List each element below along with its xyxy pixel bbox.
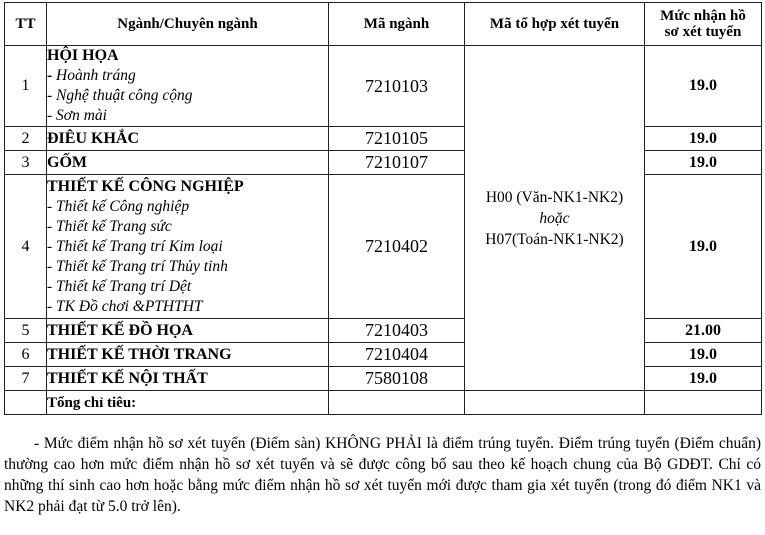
total-combo-empty — [465, 391, 645, 415]
major-name: THIẾT KẾ THỜI TRANG — [47, 345, 232, 363]
row-score: 19.0 — [645, 151, 762, 175]
header-combo: Mã tổ hợp xét tuyển — [465, 3, 645, 46]
table-row — [5, 46, 762, 127]
combo-or: hoặc — [539, 209, 570, 227]
row-code: 7210404 — [329, 343, 465, 367]
header-tt: TT — [5, 3, 47, 46]
major-name: THIẾT KẾ CÔNG NGHIỆP — [47, 177, 244, 195]
row-score: 21.00 — [645, 319, 762, 343]
row-tt: 5 — [5, 319, 47, 343]
table-row — [5, 175, 762, 319]
major-name: HỘI HỌA — [47, 47, 119, 64]
combo-line: H00 (Văn-NK1-NK2) — [485, 188, 624, 206]
specialization: - TK Đồ chơi &PTHTHT — [47, 297, 203, 315]
total-label-cell — [47, 391, 329, 415]
table-row — [5, 151, 762, 175]
row-tt: 1 — [5, 46, 47, 127]
row-code: 7210403 — [329, 319, 465, 343]
row-major — [47, 319, 329, 343]
admission-table — [4, 2, 762, 415]
header-score: Mức nhận hồ sơ xét tuyển — [645, 3, 762, 46]
specialization: - Thiết kế Trang trí Dệt — [47, 277, 192, 295]
major-name: THIẾT KẾ NỘI THẤT — [47, 369, 208, 387]
row-score: 19.0 — [645, 46, 762, 127]
row-score: 19.0 — [645, 127, 762, 151]
table-row — [5, 319, 762, 343]
specialization: - Sơn mài — [47, 107, 107, 124]
row-major — [47, 46, 329, 127]
major-name: THIẾT KẾ ĐỒ HỌA — [47, 321, 193, 339]
header-code: Mã ngành — [329, 3, 465, 46]
row-major — [47, 127, 329, 151]
combo-line: H07(Toán-NK1-NK2) — [485, 230, 624, 248]
row-major — [47, 151, 329, 175]
header-major: Ngành/Chuyên ngành — [47, 3, 329, 46]
row-code: 7210107 — [329, 151, 465, 175]
specialization: - Thiết kế Trang trí Kim loại — [47, 237, 223, 255]
table-row — [5, 343, 762, 367]
row-major — [47, 367, 329, 391]
row-tt: 7 — [5, 367, 47, 391]
row-major — [47, 343, 329, 367]
row-score: 19.0 — [645, 175, 762, 319]
row-code: 7580108 — [329, 367, 465, 391]
row-code: 7210105 — [329, 127, 465, 151]
major-name: GỐM — [47, 153, 87, 171]
row-tt: 2 — [5, 127, 47, 151]
total-row — [5, 391, 762, 415]
total-score-empty — [645, 391, 762, 415]
table-row — [5, 127, 762, 151]
table-header-row — [5, 3, 762, 46]
total-tt-empty — [5, 391, 47, 415]
row-score: 19.0 — [645, 367, 762, 391]
row-tt: 6 — [5, 343, 47, 367]
specialization: - Hoành tráng — [47, 67, 136, 84]
note-paragraph: - Mức điểm nhận hồ sơ xét tuyển (Điểm sàn) KHÔNG PHẢI là điểm trúng tuyển. Điểm trúng tuyển (Điểm chuẩn) thường cao hơn mức điểm nhận hồ sơ xét tuyển và sẽ được công bố sau theo kế hoạch chung của Bộ GDĐT. Chỉ có những thí sinh cao hơn hoặc bằng mức điểm nhận hồ sơ xét tuyển mới được tham gia xét tuyển (trong đó điểm NK1 và NK2 phải đạt từ 5.0 trở lên). — [4, 435, 761, 515]
row-tt: 4 — [5, 175, 47, 319]
row-tt: 3 — [5, 151, 47, 175]
specialization: - Thiết kế Trang trí Thủy tinh — [47, 257, 228, 275]
table-row — [5, 367, 762, 391]
total-label: Tổng chỉ tiêu: — [47, 394, 137, 411]
row-code: 7210103 — [329, 46, 465, 127]
specialization: - Nghệ thuật công cộng — [47, 87, 193, 104]
major-name: ĐIÊU KHẮC — [47, 129, 140, 147]
total-code-empty — [329, 391, 465, 415]
row-major — [47, 175, 329, 319]
combo-cell — [465, 46, 645, 391]
row-code: 7210402 — [329, 175, 465, 319]
row-score: 19.0 — [645, 343, 762, 367]
specialization: - Thiết kế Trang sức — [47, 217, 172, 235]
specialization: - Thiết kế Công nghiệp — [47, 197, 190, 215]
